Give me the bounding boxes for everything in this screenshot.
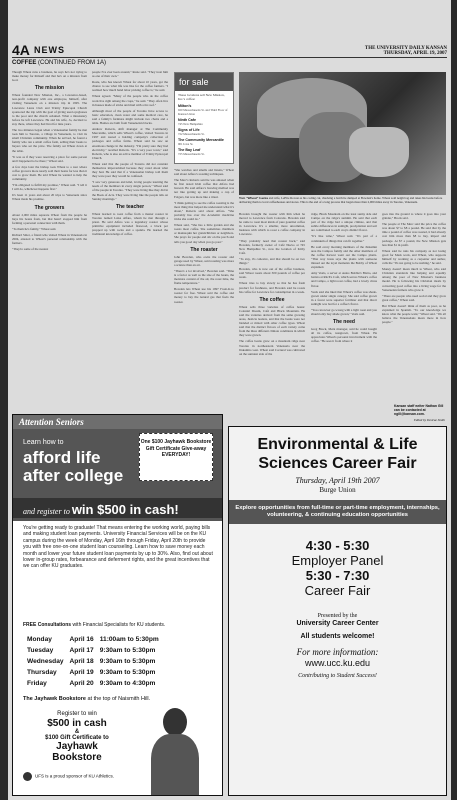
store-name: Milton's [178,104,192,108]
store-address: 745 New Hampshire [178,122,203,126]
article-paragraph: ridge, Black Mountain on the least sunny side and Campo on the ridge's summit. He said that each part of the ridge had a unique climate, and that subtle differences in sunlight, precipitation and soil are contributed to each crop's distinct flavor. [311,212,377,233]
article-paragraph: He said every morning members of the Jinkamin area the Campos family and the other members of the coffee harvest went out the Campo plants. "That way Jesus says the plants with someone missed out the loyal moments the Bobby of Wheat explained. [311,244,377,270]
schedule-date: April 16 [69,636,94,643]
caption-text: and wife, LeElie Rowan as his coding cut, checking a batch he dumped at Bowden's home. Wheat sold neigh bag and takes his beans before delivering them to local coffeehouses and stores. This is the end of a long process that began more than 2,000 miles away in Toronto, Venezuela. [239,196,443,204]
paper-name: THE UNIVERSITY DAILY KANSAN [364,46,447,51]
promo-line-3: & [74,729,80,735]
article-paragraph: "I'm obligated to fulfill my promise," Wheat said. "I tell it I will do, whichever happens first." [12,183,87,192]
article-paragraph: "To them he's family," Wheat said. [12,226,57,231]
article-paragraph: Although most of the people of Toronto have access to basic education, clean water and some medical care, he said a family's furniture might include two chairs and a table. Homes are built from Venezuelan blocks. [92,108,168,126]
promo-line-4: $100 Gift Certificate to [45,735,109,741]
article-paragraph: Greg Brock, Merk manager, said he could bought all its coffee, nongrown, from Wheat. He appreciates Wheat's personal involvement with the coffee. "He sees it from where it [311,327,377,344]
ufs-logo-icon [23,772,32,781]
free-rest: with Financial Specialists for KU students. [72,622,166,628]
article-paragraph: Bowden, who is now out of the coffee business, said Wheat roasts about 300 pounds of coffee per week. [239,267,305,280]
article-paragraph: The people at The Merc said the price the coffee was about $7 to $8 a pound. He said that by the time a pound of coffee was roasted, it had already cost him more than $8 to buy, import and package. At $7 a pound, the New Mission gets less than $1 in profit. [382,222,446,247]
article-paragraph: Wheat learned to roast coffee from a master roaster in Toronto named Luisa Alfaro, whom he met through a priest. He said Alfaro was a legendary roaster whose primitive equipment included firewood, a black pot propped up with rocks and a spatula. He learned the traditional knowledge of coffee. [92,211,168,237]
article-paragraph: Wheat founded New Mission, Inc., a Lawrence-based, non-profit company with one employee, himself, after visiting Venezuela on a mission trip in 1995. The Lawrence Lions Club and Trinity Episcopal Church sponsored the trip with the goal of giving used eyeglasses to the poor and the church ordained. What a missionary before he left Lawrence. He and his wife, Jo, decided to stay there, where they had lived for nine years. [12,93,87,126]
subhead: The need [333,319,355,326]
welcome-line: All students welcome! [300,633,375,640]
article-paragraph: "I saw very generous and kind, loving people learning the needs of the members in every single person," Wheat said of the people in Toronto. "They were living like they did in the Book of Acts. They were living like the people talk on Sunday mornings." [92,180,168,201]
gift-certificate-badge: One $100 Jayhawk Bookstore Gift Certificate Give-away EVERYDAY! [139,433,213,481]
ad-promo [31,711,123,763]
schedule-time: 9:30am to 5:30pm [99,647,156,654]
kicker-topic: COFFEE [12,60,37,66]
article-paragraph: Wheat said that the people of Toronto did not consider themselves impoverished because they cared about what they had. He said that if a Venezuelan bishop told them they were poor they would be confused. [92,161,168,179]
article-paragraph: Veals said she liked that Wheat's coffee was shade-grown under single canopy. She said coffee grown in a forest were superior fertilizer and that direct sunlight was bad for a coffee's flavor. [311,289,377,306]
for-sale-item [175,117,233,127]
schedule-date: April 18 [69,658,94,665]
title-line-2: Sciences Career Fair [258,455,417,472]
ad-learn-how: Learn how to [23,439,64,446]
schedule-day: Monday [27,636,52,643]
staff-contact-note: Kansan staff writer Nathan Gill can be contacted at ngill@kansan.com. [394,404,444,416]
story-kicker [12,60,106,66]
store-name: The Bay Leaf [178,148,201,152]
subhead: The growers [34,204,65,211]
photo-caption [239,197,446,205]
article-paragraph: Richard Sitter, a friend who visited Wheat in Venezuela in 2004, attested to Wheat's personal relationship with the farmers. [12,232,87,246]
ufs-affiliate-line [23,772,114,781]
article-paragraph: It's been 11 years and about 20 trips to Venezuela since Wheat made his promise. [12,193,87,202]
kicker-continued: (CONTINUED FROM 1A) [38,60,107,66]
for-sale-list [175,103,233,157]
schedule-row [27,678,165,689]
newspaper-page [8,0,451,800]
career-fair-schedule [278,538,398,598]
for-sale-heading: for sale [175,73,233,91]
for-sale-intro: These locations sell New Mission, Inc.'s coffee: [178,93,225,101]
graduate-head [163,708,187,736]
schedule-time: 9:30am to 5:30pm [99,658,156,665]
schedule-time: 11:00am to 5:30pm [99,636,159,643]
subhead: The roaster [190,246,218,253]
career-tagline: Contributing to Student Success! [298,673,377,679]
register-prefix: and register to [23,507,70,516]
presenter-name: University Career Center [296,620,379,627]
article-paragraph: "It's like wine," Wheat said. "It's part of a continuum of things that can fit together." [311,234,377,243]
promo-line-1: Register to win [57,711,97,717]
article-paragraph: Though Wheat runs a business, he says he's not trying to make money for himself and that he's on a mission from God. [12,70,87,83]
subhead: The mission [34,85,65,92]
article-paragraph: "There are people who need social and they grow great coffee," Wheat said. [382,293,446,302]
schedule-day: Tuesday [27,647,54,654]
presented-label: Presented by the [317,613,358,619]
store-address: 725 Massachusetts St. [178,152,205,156]
free-label: FREE Consultations [23,622,72,628]
paper-date: THURSDAY, APRIL 19, 2007 [383,51,447,56]
title-line-1: Environmental & Life [257,436,418,453]
article-paragraph: The coffee beans grow on a mountain ridge near Toronto in northeastern Venezuela near the Jinkamin coast. Wheat said Corrural was cultivated on the sunniest side of the [239,339,305,356]
for-sale-item [175,147,233,157]
graduate-photo [145,700,205,795]
article-paragraph: Wheat said he runs his company as not losing good for Merk work, and Wheat, who supports himself by working as a carpenter and author, calls the "It's not going to be nothing," he said. [382,248,446,266]
presented-by [229,612,446,628]
article-paragraph: "I think getting to see the coffee roasting is the most thing that helped me understand what it's about," Roberts said about Alfaro. "She probably has over the Academic medicine tricks she could do." [174,200,234,222]
schedule-time: 9:30am to 5:30pm [99,669,156,676]
article-paragraph: people I've ever been around," Rosie said. "They treat him as one of their own." [92,70,168,79]
store-name: Ninth Cafe [178,118,196,122]
subhead: The teacher [115,203,145,210]
store-address: 722 Massachusetts St. [178,132,205,136]
article-paragraph: "You can never go wrong with a light roast and you should only buy shade grown," Veals said. [311,307,377,317]
article-paragraph: "There's a lot involved," Bowden said. "Time is a factor as well as the size of the beans, the moisture content of the air, the roast time, the flame temperature." [174,268,234,286]
article-paragraph: Wheat said, "She has a little garden and she roasts most coffee. She sometimes chambers or mannequin her grandchildren or neighbors. She prays for people and stir on the porch and tells you good day when you go past." [174,223,234,244]
section-name: NEWS [34,45,65,55]
subhead: The coffee [259,296,285,303]
article-paragraph: goes into the ground to where it goes into your grinder," Brock said. [382,212,446,221]
article-paragraph: "They probably need that roaster back," said Bowden, formerly owner of Café Nuevo at 745 New Hampshire St., now the location of Kirby Café. [239,238,305,255]
for-sale-item [175,137,233,147]
ad-headline: afford life after college [23,448,124,485]
location-rest: at the top of Naismith Hill. [87,696,151,702]
store-name: The Community Mercantile [178,138,224,142]
photo-cup-shape [349,127,409,177]
more-info-label: For more information: [296,647,379,657]
ad-location [23,696,150,702]
for-sale-item [175,127,233,137]
article-column-2 [92,70,168,412]
career-time: 5:30 - 7:30 [305,568,370,583]
career-fair-band: Explore opportunities from full-time or part-time employment, internships, volunteering, & continuing education opportunities [229,500,446,524]
affiliate-text: UFS is a proud sponsor of KU Athletics. [35,773,115,779]
article-paragraph: Money doesn't mean much to Wheat, who said Christian standards like helping and equality among the poor of New Mission's business model. He is following his Christian ideals by converting good coffee into a living wage for the Venezuelan farmers who grow it. [382,267,446,292]
article-paragraph: The two minutes began when a Venezuelan family he met took him to Toronto, a village in Venezuela, to visit its small Christian community. When he arrived, he found a family who ran a small coffee farm, selling their beans to buyers who set the price. The family sat Wheat down at the table. [12,128,87,153]
career-event: Career Fair [304,583,371,598]
location-bold: The Jayhawk Bookstore [23,696,86,702]
schedule-row [27,667,165,678]
register-main: win $500 in cash! [71,502,179,517]
promo-line-5: Jayhawk Bookstore [52,741,102,763]
career-url-link[interactable]: www.ucc.ku.edu [304,658,371,668]
ad-attention-title: Attention Seniors [19,417,84,427]
article-paragraph: A few days later the bishop took Wheat to a tour where coffee growers more nearly sold their beans for less than it cost to grow them. He told Wheat he wanted to help the community. [12,164,87,182]
schedule-day: Friday [27,680,47,687]
career-time: 4:30 - 5:30 [305,538,370,553]
article-paragraph: Wheat sells three varieties of coffee beans: Colonial Dream, Café and Black Mountain. He said the varieties derived from the same growing areas, Justicia leaders, and that the beans were not blended or mixed with other coffee types. Wheat said that the distinct flavors of each variety come from the three different climate conditions in which they were grown. [239,304,305,338]
free-consultations [23,622,165,628]
article-paragraph: "It was as if they were reserving a place for some person and I happened to be there," Wheat said. [12,154,87,163]
article-paragraph: About 2,000 miles separate Wheat from the people he buys his beans from, but that hasn't stopped him from forming a personal connection with them. [12,212,87,225]
graduate-torso [151,734,199,795]
page-number: 4A [12,42,30,58]
article-column-6 [382,212,446,402]
article-paragraph: Amy Veals, a server at Aulos Bobble's Bistro, and barista at Ritch's Café, which serves Wheat's coffee and Campo, a light roast coffee, had a lovely citrus flavor. [311,271,377,288]
article-column-3 [174,168,234,412]
schedule-date: April 20 [69,680,94,687]
coffee-photo [239,72,446,195]
for-sale-item [175,103,233,117]
article-paragraph: Wheat agreed. "Many of the people who do the coffee work live right among the crops," he said. "They often live in houses made of sticks and mud with a tin roof." [92,94,168,107]
consultation-schedule [27,634,165,689]
career-fair-place: Burge Union [319,486,356,494]
schedule-day: Thursday [27,669,57,676]
schedule-date: April 17 [69,647,94,654]
schedule-day: Wednesday [27,658,64,665]
article-paragraph: "She watches and smells and listens," Wheat said about Alfaro's roasting techniques. [174,168,234,177]
article-paragraph: Rosie, who has known Wheat for about 10 years, got the chance to see what life was like for the coffee farmers. "I realized how much hand labor picking coffee is," he said. [92,80,168,93]
editor-credit: Edited by Desirae Smith [413,418,445,422]
schedule-row [27,634,165,645]
article-paragraph: John Bowden, who owns the roaster and garage used by Wheat, said roasting was more a science than an art. [174,254,234,267]
article-paragraph: Wheat tries to buy slowly so that he has fresh product for freshness, and Bowden said he roasts his coffee for Lawrence for consumption in a week. [239,281,305,294]
article-column-5 [311,212,377,412]
store-address: 920 Massachusetts St. and Third Floor of Kansas Union [178,108,228,116]
page-header [12,42,447,58]
article-column-1 [12,70,87,412]
more-info [229,647,446,669]
article-paragraph: Bowden lets Wheat use his 1997 Front-K-lo roaster for free. Wheat said the coffee and money to buy the natural gas that fuels the roaster. [174,287,234,304]
article-paragraph: But Wheat doesn't think of them as poor, as he explained in Spanish. "To our knowledge we know what the people want," Wheat said. "We all believe the Venezuelans mean more in how people." [382,303,446,325]
ad-register-strip [13,498,222,518]
ad-body-text: You're getting ready to graduate! That means entering the working world, paying bills and making student loan payments. University Financial Services will be on the KU campus during the week of Monday, April 16th through Friday, April 20th to provide you with free one-on-one student loan counseling. Learn how to save money each month and lower your future student loan payments by up to 30%. Also, find out about lower in-group rates, forbearance and deferment rights, and the great incentives that we can offer KU graduates. [23,525,213,570]
article-paragraph: Bowden brought the roaster with him when he moved to Lawrence from Colorado. Bowden said he came to roast most kinds of pure gourmet coffee in Lawrence. It's a smaller, more uncommon, business with which to roast a coffee company in Lawrence. [239,212,305,237]
schedule-time: 9:30am to 4:30pm [99,680,156,687]
career-fair-title [229,435,446,473]
promo-line-2: $500 in cash [47,718,107,729]
masthead [365,46,447,56]
store-name: Signs of Life [178,128,200,132]
article-paragraph: The Merc's Roberts said he was amazed when he first tasted Irish coffee that Alfaro had brewed. He said Alfaro's brewing method was not like getting up and making a cup of Folgers, but was more like a ritual. [174,178,234,199]
article-paragraph: "They're some of the neatest [12,247,49,252]
for-sale-box [174,72,234,164]
ufs-seniors-ad [12,414,223,796]
career-event: Employer Panel [291,553,384,568]
career-fair-date: Thursday, April 19th 2007 [295,476,380,485]
article-column-4 [239,212,305,412]
schedule-row [27,656,165,667]
article-paragraph: "To stay, it's cohesive, and that should be on two things." [239,256,305,266]
schedule-date: April 19 [69,669,94,676]
schedule-row [27,645,165,656]
store-address: 901 Iowa St. [178,142,194,146]
career-fair-ad [228,426,447,796]
article-paragraph: Andrew Roberts, shift manager at The Community Mercantile, which sells Wheat's coffee, visited Toronto in 1997 and toured a holding company's collection of packages and coffee farms. Wheat said he saw an enormous change in the industry. "I'm pretty sure they had electricity," recalled Roberts. "It's a very poor town," said Roberts, who is also an active member of Trinity Episcopal Church. [92,127,168,160]
caption-lead: Tom "Wheat" Isenia [239,196,269,200]
